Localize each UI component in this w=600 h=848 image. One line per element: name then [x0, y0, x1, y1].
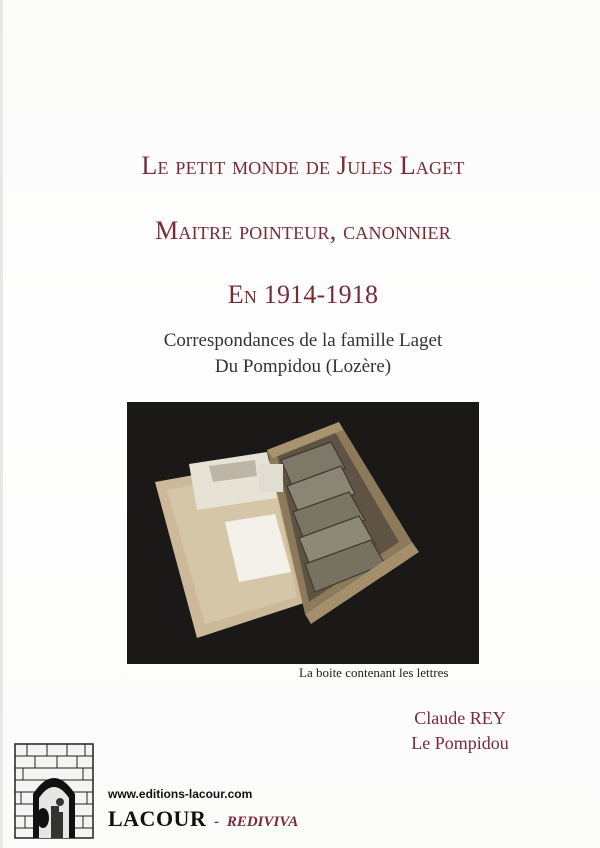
publisher-separator: - [210, 814, 223, 830]
subtitle-line-2: Du Pompidou (Lozère) [214, 356, 392, 377]
publisher-name: LACOUR [108, 806, 207, 831]
author-name: Claude REY [414, 708, 506, 728]
publisher-line [108, 806, 298, 832]
title-line-1: Le petit monde de Jules Laget [141, 151, 465, 180]
title-line-2: Maitre pointeur, canonnier [155, 216, 451, 245]
subtitle-line-1: Correspondances de la famille Laget [163, 330, 443, 351]
letter-box-illustration [127, 402, 479, 664]
title-line-3: En 1914-1918 [227, 280, 379, 309]
photo-caption: La boite contenant les lettres [299, 665, 449, 680]
cover-photo [127, 402, 479, 664]
author-place: Le Pompidou [411, 733, 509, 753]
stone-arch-icon [13, 740, 95, 840]
publisher-logo [13, 740, 95, 840]
publisher-collection: REDIVIVA [226, 814, 299, 830]
publisher-url[interactable]: www.editions-lacour.com [108, 787, 253, 801]
